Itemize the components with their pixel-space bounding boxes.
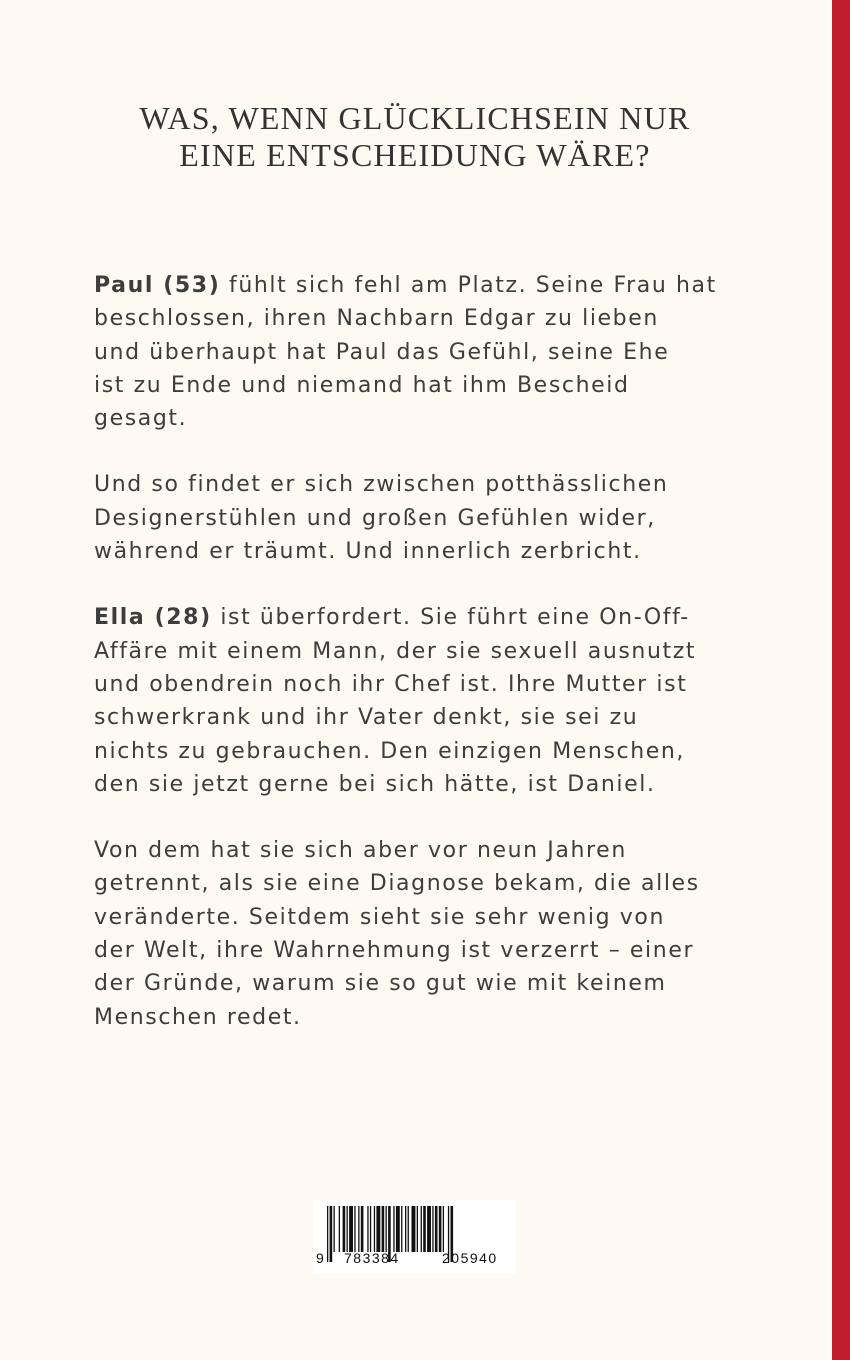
barcode-bar xyxy=(339,1206,340,1252)
barcode-bar xyxy=(361,1206,364,1252)
barcode-bar xyxy=(374,1206,375,1252)
barcode-bar xyxy=(412,1206,416,1252)
barcode-bar xyxy=(443,1206,444,1252)
barcode-digits-group-2: 205940 xyxy=(442,1250,498,1266)
barcode-bar xyxy=(432,1206,433,1252)
barcode-bar xyxy=(358,1206,359,1252)
barcode-bar xyxy=(408,1206,409,1252)
barcode-bar xyxy=(376,1206,380,1252)
barcode-bar xyxy=(401,1206,402,1252)
barcode-digit-first: 9 xyxy=(316,1250,324,1266)
spine-stripe xyxy=(832,0,850,1360)
barcode-bar xyxy=(367,1206,368,1252)
blurb-paragraph-paul-2: Und so findet er sich zwischen potthässlichen Designerstühlen und großen Gefühlen wider, während er träumt. Und innerlich zerbricht. xyxy=(94,472,669,565)
barcode-bar xyxy=(439,1206,442,1252)
barcode-bar xyxy=(417,1206,418,1252)
blurb-paragraph-ella-2: Von dem hat sie sich aber vor neun Jahren getrennt, als sie eine Diagnose bekam, die alles veränderte. Seitdem sieht sie sehr wenig von der Welt, ihre Wahrnehmung ist verzerrt – einer der Gründe, warum sie so gut wie mit keinem Menschen redet. xyxy=(94,838,700,1030)
barcode-bar xyxy=(396,1206,400,1252)
tagline-heading xyxy=(0,100,830,174)
tagline-line-1: WAS, WENN GLÜCKLICHSEIN NUR xyxy=(139,100,691,136)
barcode-bar xyxy=(334,1206,335,1252)
barcode-bar xyxy=(349,1206,353,1252)
barcode-bar xyxy=(370,1206,371,1252)
barcode-bar xyxy=(421,1206,422,1252)
character-name-ella: Ella (28) xyxy=(94,605,212,631)
barcode-bar xyxy=(382,1206,385,1252)
barcode-bar xyxy=(354,1206,355,1252)
barcode-bar xyxy=(347,1206,348,1252)
barcode-bar xyxy=(343,1206,346,1252)
barcode-bar xyxy=(405,1206,406,1252)
blurb-paragraph-paul: Paul (53) fühlt sich fehl am Platz. Seine Frau hat beschlossen, ihren Nachbarn Edgar zu lieben und überhaupt hat Paul das Gefühl, seine Ehe ist zu Ende und niemand hat ihm Bescheid gesagt. xyxy=(94,273,717,432)
blurb-text xyxy=(94,269,754,1067)
tagline-line-2: EINE ENTSCHEIDUNG WÄRE? xyxy=(179,137,651,173)
blurb-paragraph-ella: Ella (28) ist überfordert. Sie führt eine On-Off- Affäre mit einem Mann, der sie sexuell ausnutzt und obendrein noch ihr Chef ist. Ihre Mutter ist schwerkrank und ihr Vater denkt, sie sei zu nichts zu gebrauchen. Den einzigen Menschen, den sie jetzt gerne bei sich hätte, ist Daniel. xyxy=(94,605,697,797)
character-name-paul: Paul (53) xyxy=(94,273,221,298)
barcode-bar xyxy=(435,1206,438,1252)
barcode-bar xyxy=(423,1206,426,1252)
barcode-bar xyxy=(386,1206,387,1252)
barcode-digits-group-1: 783384 xyxy=(344,1250,400,1266)
barcode-bar xyxy=(427,1206,431,1252)
barcode-number xyxy=(316,1250,514,1270)
barcode-bar xyxy=(393,1206,394,1252)
